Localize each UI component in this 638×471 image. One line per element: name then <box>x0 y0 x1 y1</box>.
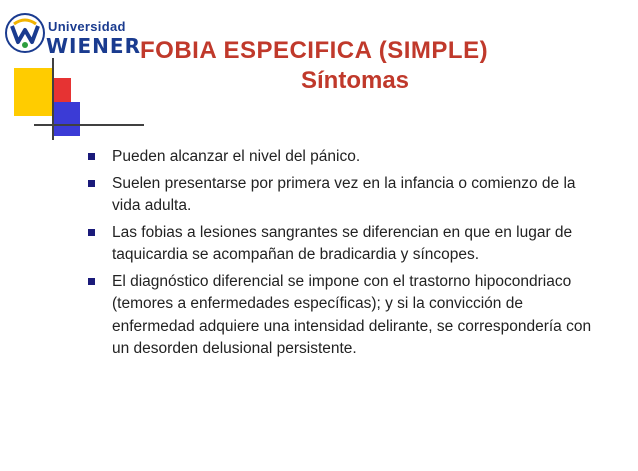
list-item-text: Pueden alcanzar el nivel del pánico. <box>112 148 361 165</box>
logo-text-wiener: WIENER <box>46 34 141 58</box>
list-item <box>88 271 608 361</box>
decor-line-vertical <box>52 58 54 140</box>
bullet-square-icon <box>88 278 95 285</box>
university-logo <box>4 10 146 62</box>
bullet-square-icon <box>88 229 95 236</box>
title-subtitle: Síntomas <box>300 67 410 94</box>
decor-square-yellow <box>14 68 54 116</box>
list-item-text: El diagnóstico diferencial se impone con el trastorno hipocondriaco (temores a enfermedades específicas); y si la convicción de enfermedad adquiere una intensidad delirante, se correspondería con un desorden delusional persistente. <box>112 272 592 357</box>
list-item <box>88 222 608 267</box>
bullet-square-icon <box>88 180 95 187</box>
bullet-square-icon <box>88 153 95 160</box>
decor-line-horizontal <box>34 124 144 126</box>
list-item-text: Las fobias a lesiones sangrantes se diferencian en que en lugar de taquicardia se acompañan de bradicardia y síncopes. <box>112 223 573 263</box>
list-item <box>88 173 608 218</box>
title-main: FOBIA ESPECIFICA (SIMPLE) <box>140 37 489 64</box>
list-item-text: Suelen presentarse por primera vez en la infancia o comienzo de la vida adulta. <box>112 174 576 214</box>
decor-square-blue <box>52 102 80 136</box>
slide-title <box>140 36 560 96</box>
list-item <box>88 146 608 169</box>
logo-text-universidad: Universidad <box>48 19 126 34</box>
bullet-list <box>88 146 608 365</box>
university-emblem-icon <box>4 12 46 54</box>
